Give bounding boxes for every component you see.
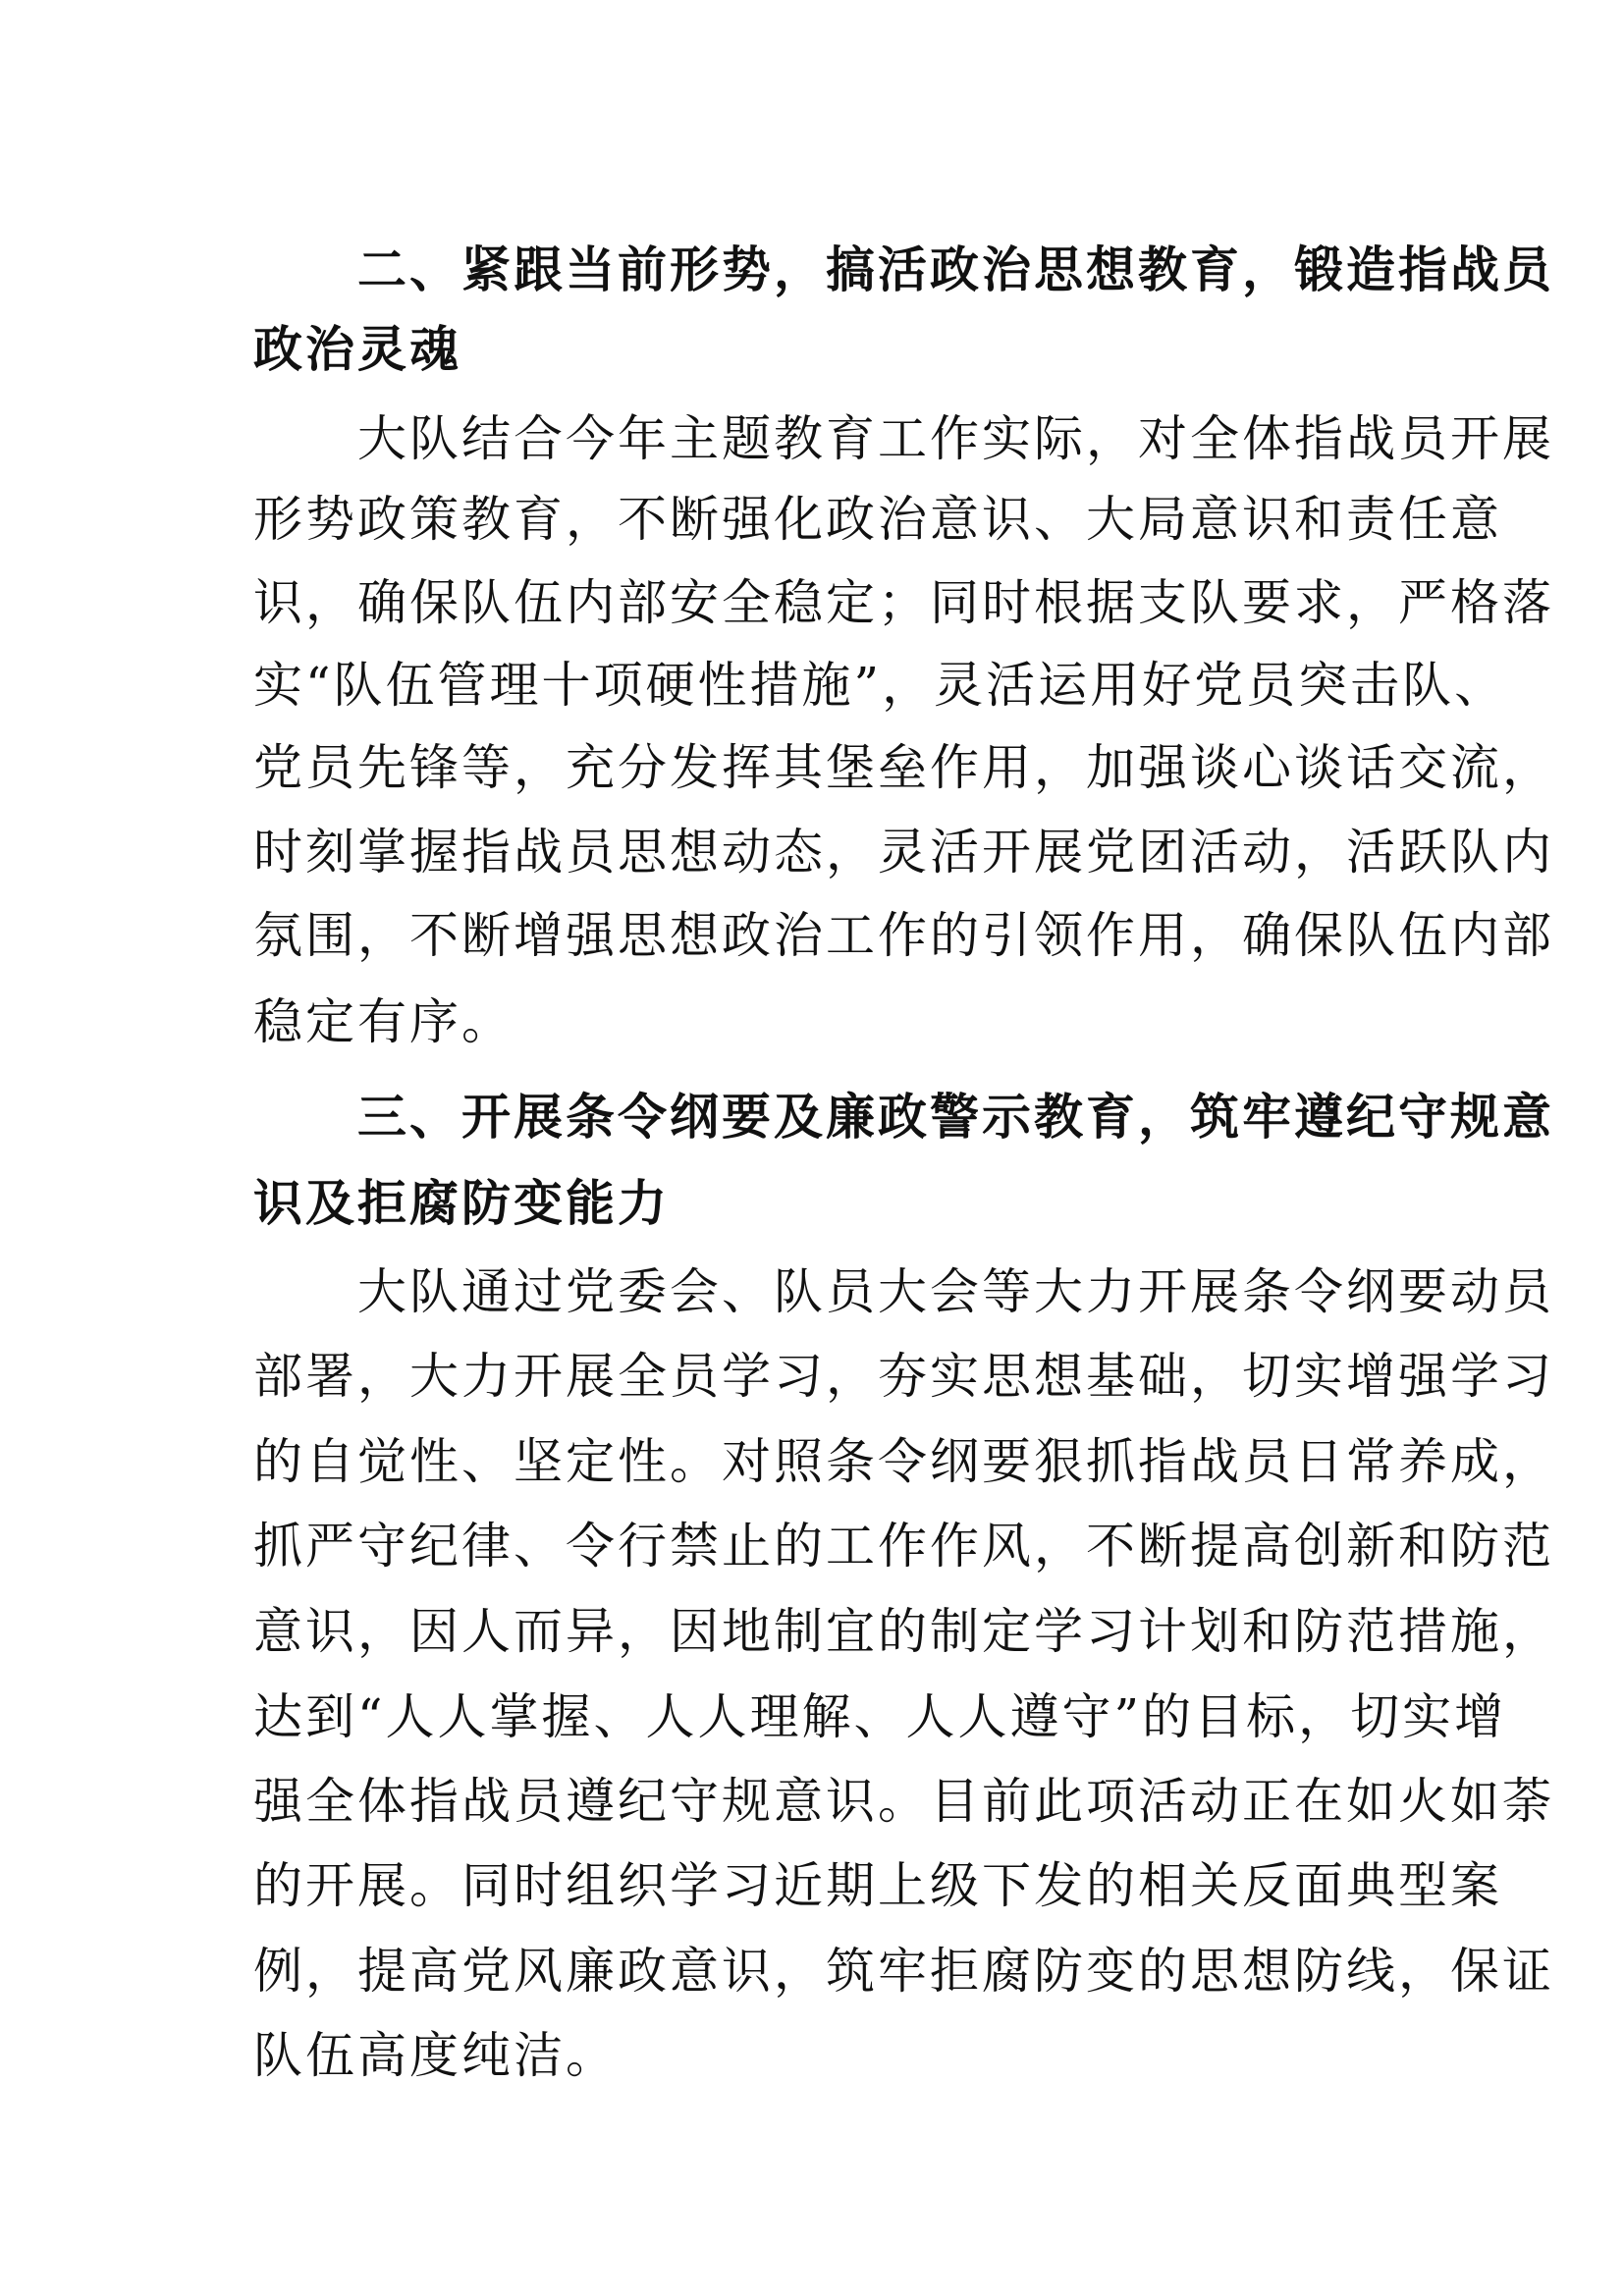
paragraph-line: 大队结合今年主题教育工作实际，对全体指战员开展 [357, 410, 1554, 467]
paragraph-line: 识，确保队伍内部安全稳定；同时根据支队要求，严格落 [253, 574, 1554, 631]
paragraph-line: 实“队伍管理十项硬性措施”，灵活运用好党员突击队、 [253, 657, 1507, 714]
section-heading: 二、紧跟当前形势，搞活政治思想教育，锻造指战员 [357, 241, 1554, 298]
paragraph-line: 例，提高党风廉政意识，筑牢拒腐防变的思想防线，保证 [253, 1943, 1554, 2000]
paragraph-line: 抓严守纪律、令行禁止的工作作风，不断提高创新和防范 [253, 1518, 1554, 1575]
section-heading: 政治灵魂 [253, 321, 461, 378]
paragraph-line: 队伍高度纯洁。 [253, 2027, 618, 2084]
paragraph-line: 氛围，不断增强思想政治工作的引领作用，确保队伍内部 [253, 907, 1554, 964]
paragraph-line: 部署，大力开展全员学习，夯实思想基础，切实增强学习 [253, 1348, 1554, 1405]
paragraph-line: 强全体指战员遵纪守规意识。目前此项活动正在如火如荼 [253, 1773, 1554, 1830]
paragraph-line: 的自觉性、坚定性。对照条令纲要狠抓指战员日常养成， [253, 1433, 1554, 1490]
paragraph-line: 时刻掌握指战员思想动态，灵活开展党团活动，活跃队内 [253, 824, 1554, 881]
paragraph-line: 的开展。同时组织学习近期上级下发的相关反面典型案 [253, 1857, 1502, 1914]
paragraph-line: 达到“人人掌握、人人理解、人人遵守”的目标，切实增 [253, 1688, 1507, 1745]
paragraph-line: 稳定有序。 [253, 993, 514, 1050]
section-heading: 三、开展条令纲要及廉政警示教育，筑牢遵纪守规意 [357, 1089, 1554, 1146]
paragraph-line: 大队通过党委会、队员大会等大力开展条令纲要动员 [357, 1263, 1554, 1320]
paragraph-line: 形势政策教育，不断强化政治意识、大局意识和责任意 [253, 491, 1502, 548]
paragraph-line: 意识，因人而异，因地制宜的制定学习计划和防范措施， [253, 1603, 1554, 1660]
section-heading: 识及拒腐防变能力 [253, 1175, 670, 1232]
paragraph-line: 党员先锋等，充分发挥其堡垒作用，加强谈心谈话交流， [253, 739, 1554, 796]
